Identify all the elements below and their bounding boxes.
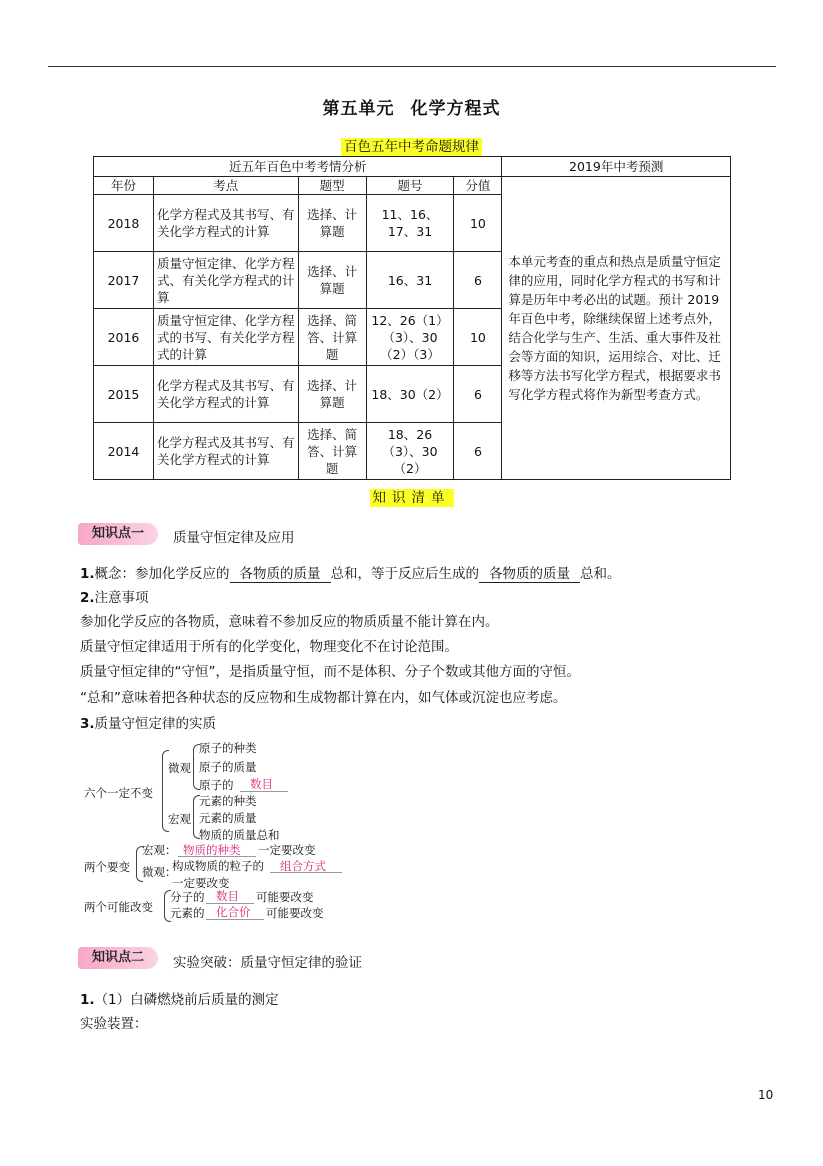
kp1-label: 质量守恒定律及应用 [173, 530, 295, 546]
concept-text-c: 总和。 [580, 566, 621, 582]
answer-substance-kind: 物质的种类 [183, 843, 241, 857]
title-topic: 化学方程式 [410, 99, 501, 119]
cell-type: 选择、计算题 [298, 195, 366, 252]
item-number: 2. [80, 590, 95, 606]
micro-item: 原子的质量 [199, 760, 257, 774]
cell-year: 2014 [94, 423, 154, 480]
macro-label: 宏观 [168, 812, 191, 826]
cell-year: 2016 [94, 309, 154, 366]
cell-number: 11、16、17、31 [366, 195, 454, 252]
kp2-label: 实验突破：质量守恒定律的验证 [173, 955, 362, 971]
cell-point: 质量守恒定律、化学方程式的书写、有关化学方程式的计算 [153, 309, 298, 366]
header-rule [48, 66, 776, 67]
page-number: 10 [758, 1088, 774, 1102]
item-number: 1. [80, 992, 95, 1008]
concept-text-a: 概念：参加化学反应的 [94, 566, 230, 582]
experiment-title: （1）白磷燃烧前后质量的测定 [94, 992, 279, 1008]
col-header-number: 题号 [366, 177, 454, 195]
section-subhead [0, 135, 823, 155]
macro2-label: 宏观： [142, 843, 177, 857]
cell-point: 化学方程式及其书写、有关化学方程式的计算 [153, 195, 298, 252]
concept-paragraph [80, 562, 621, 583]
answer-underline [270, 872, 342, 873]
cell-score: 10 [454, 195, 502, 252]
micro-item: 原子的种类 [199, 741, 257, 755]
page-title [0, 94, 823, 119]
answer-molecule-number: 数目 [216, 889, 239, 903]
cell-number: 18、26（3）、30（2） [366, 423, 454, 480]
item-number: 1. [80, 566, 95, 582]
notes-heading-text: 注意事项 [94, 590, 149, 606]
prediction-cell: 本单元考查的重点和热点是质量守恒定律的应用，同时化学方程式的书写和计算是历年中考必出的试题。预计 2019 年百色中考，除继续保留上述考点外，结合化学与生产、生活、重大事件及社会等方面的知识，运用综合、对比、迁移等方法书写化学方程式，根据要求书写化学方程式将作为新型考查方式。 [502, 177, 731, 480]
cell-number: 18、30（2） [366, 366, 454, 423]
note-line: “总和”意味着把各种状态的反应物和生成物都计算在内，如气体或沉淀也应考虑。 [80, 690, 567, 706]
col-header-type: 题型 [298, 177, 366, 195]
answer-underline [206, 919, 264, 920]
col-header-year: 年份 [94, 177, 154, 195]
macro-item: 物质的质量总和 [199, 828, 280, 842]
cell-score: 6 [454, 252, 502, 309]
knowledge-list-title [0, 486, 823, 506]
col-header-score: 分值 [454, 177, 502, 195]
cell-score: 6 [454, 423, 502, 480]
answer-underline [240, 791, 288, 792]
apparatus-label: 实验装置： [80, 1016, 148, 1032]
table-left-header: 近五年百色中考考情分析 [94, 157, 502, 177]
kp2-badge: 知识点二 [78, 947, 158, 969]
answer-valence: 化合价 [216, 905, 251, 919]
two-may-change-label: 两个可能改变 [84, 900, 153, 914]
experiment-item [80, 988, 279, 1008]
cell-year: 2017 [94, 252, 154, 309]
two-must-change-label: 两个要变 [84, 860, 130, 874]
note-line: 参加化学反应的各物质，意味着不参加反应的物质质量不能计算在内。 [80, 614, 499, 630]
col-header-point: 考点 [153, 177, 298, 195]
cell-year: 2018 [94, 195, 154, 252]
may-change-text: 可能要改变 [256, 890, 314, 904]
six-unchanged-label: 六个一定不变 [84, 786, 153, 800]
cell-type: 选择、简答、计算题 [298, 309, 366, 366]
note-line: 质量守恒定律适用于所有的化学变化，物理变化不在讨论范围。 [80, 639, 458, 655]
knowledge-list-text: 知识清单 [370, 489, 454, 507]
essence-heading-text: 质量守恒定律的实质 [94, 716, 217, 732]
may-item: 元素的 [170, 906, 205, 920]
blank-answer-2: 各物质的质量 [479, 562, 580, 583]
item-number: 3. [80, 716, 95, 732]
cell-score: 10 [454, 309, 502, 366]
concept-text-b: 总和，等于反应后生成的 [330, 566, 480, 582]
blank-answer-1: 各物质的质量 [230, 562, 331, 583]
cell-point: 化学方程式及其书写、有关化学方程式的计算 [153, 366, 298, 423]
cell-point: 化学方程式及其书写、有关化学方程式的计算 [153, 423, 298, 480]
exam-analysis-table [93, 156, 731, 480]
kp1-badge: 知识点一 [78, 523, 158, 545]
answer-combination: 组合方式 [280, 859, 326, 873]
cell-type: 选择、计算题 [298, 366, 366, 423]
note-line: 质量守恒定律的“守恒”，是指质量守恒，而不是体积、分子个数或其他方面的守恒。 [80, 664, 580, 680]
table-right-header: 2019年中考预测 [502, 157, 731, 177]
may-item: 分子的 [170, 890, 205, 904]
particle-text: 构成物质的粒子的 [172, 859, 264, 873]
answer-underline [178, 856, 256, 857]
cell-number: 16、31 [366, 252, 454, 309]
cell-year: 2015 [94, 366, 154, 423]
micro-label: 微观 [168, 761, 191, 775]
answer-atom-number: 数目 [250, 777, 273, 791]
title-unit: 第五单元 [322, 99, 395, 119]
cell-point: 质量守恒定律、化学方程式、有关化学方程式的计算 [153, 252, 298, 309]
subhead-text: 百色五年中考命题规律 [341, 138, 482, 156]
essence-heading [80, 712, 216, 732]
macro-item: 元素的质量 [199, 811, 257, 825]
cell-score: 6 [454, 366, 502, 423]
conservation-diagram [80, 738, 380, 928]
must-change-text: 一定要改变 [258, 843, 316, 857]
micro2-label: 微观： [142, 865, 177, 879]
cell-type: 选择、简答、计算题 [298, 423, 366, 480]
cell-type: 选择、计算题 [298, 252, 366, 309]
micro-item: 原子的 [199, 778, 234, 792]
must-change-text: 一定要改变 [172, 876, 230, 890]
macro-item: 元素的种类 [199, 794, 257, 808]
may-change-text: 可能要改变 [266, 906, 324, 920]
notes-heading [80, 586, 149, 606]
cell-number: 12、26（1）（3）、30（2）（3） [366, 309, 454, 366]
